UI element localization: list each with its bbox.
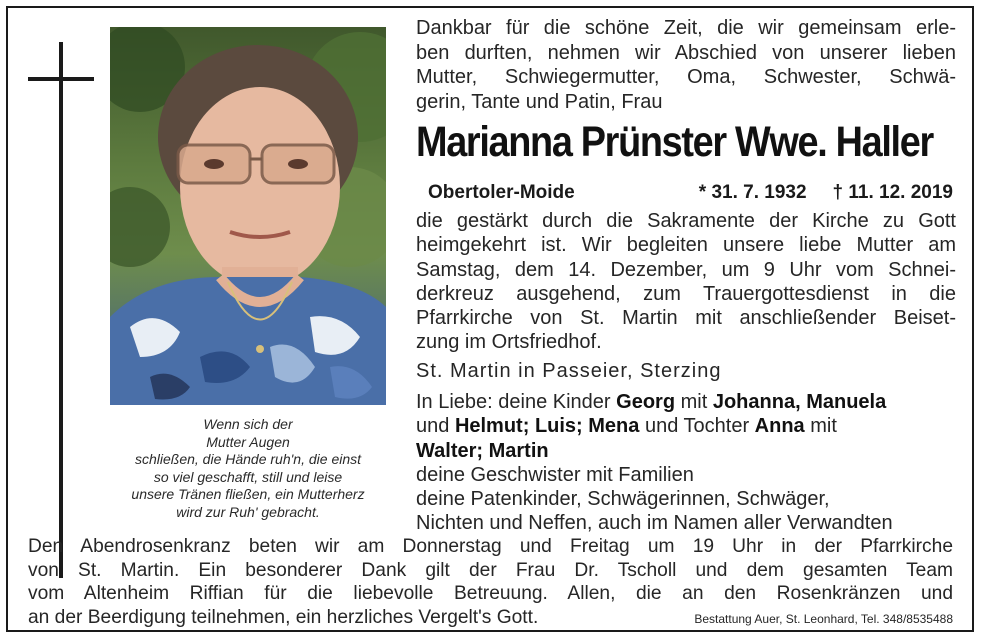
family-text: In Liebe: deine Kinder (416, 391, 617, 413)
family-list (416, 390, 956, 536)
family-member: Georg (616, 391, 676, 413)
origin-name: Obertoler-Moide (428, 182, 575, 203)
family-line (416, 439, 956, 463)
family-text: und (416, 415, 455, 438)
cross-icon-bar (28, 77, 94, 81)
poem-line: schließen, die Hände ruh'n, die einst (134, 451, 362, 468)
undertaker-credit: Bestattung Auer, St. Leonhard, Tel. 348/8535488 (694, 611, 953, 626)
poem-line: wird zur Ruh' gebracht. (176, 503, 320, 520)
closing-line: vom Altenheim Riffian für die liebevolle Betreuung. Allen, die an den Rosenkränzen und (28, 583, 953, 605)
body-line: derkreuz ausgehend, zum Trauergottesdienst in die (416, 282, 956, 305)
family-text: mit (804, 415, 837, 438)
family-line: deine Geschwister mit Familien (416, 463, 694, 486)
birth-date: * 31. 7. 1932 (698, 182, 807, 203)
poem-line: unsere Tränen fließen, ein Mutterherz (131, 486, 365, 503)
body-line: zung im Ortsfriedhof. (416, 331, 602, 354)
family-member: Johanna, Manuela (712, 391, 887, 413)
intro-text (416, 16, 956, 114)
death-date: † 11. 12. 2019 (832, 182, 953, 203)
deceased-name: Marianna Prünster Wwe. Haller (416, 118, 933, 166)
body-line: Pfarrkirche von St. Martin mit anschließender Beiset- (416, 307, 956, 330)
life-dates (428, 182, 953, 204)
body-line: heimgekehrt ist. Wir begleiten unsere liebe Mutter am (416, 234, 956, 257)
family-line: Nichten und Neffen, auch im Namen aller Verwandten (416, 512, 893, 535)
intro-line: Mutter, Schwiegermutter, Oma, Schwester, Schwä- (416, 66, 956, 89)
memorial-poem (110, 416, 386, 522)
cross-icon (59, 42, 63, 578)
intro-line: ben durften, nehmen wir Abschied von unserer lieben (416, 41, 956, 64)
closing-line: Den Abendrosenkranz beten wir am Donnerstag und Freitag um 19 Uhr in der Pfarrkirche (28, 536, 953, 557)
poem-line: so viel geschafft, still und leise (153, 468, 343, 485)
body-line: Samstag, dem 14. Dezember, um 9 Uhr vom Schnei- (416, 258, 956, 281)
intro-line: gerin, Tante und Patin, Frau (416, 90, 663, 113)
intro-line: Dankbar für die schöne Zeit, die wir gemeinsam erle- (416, 17, 956, 39)
closing-last-row (28, 606, 953, 632)
portrait-illustration (110, 27, 386, 405)
poem-line: Wenn sich der (203, 416, 293, 432)
family-text: mit (675, 391, 713, 413)
location-text: St. Martin in Passeier, Sterzing (416, 360, 722, 382)
closing-text (28, 535, 953, 631)
family-member: Helmut; Luis; Mena (454, 415, 640, 438)
portrait-photo (110, 27, 386, 405)
family-line (416, 390, 956, 414)
body-line: die gestärkt durch die Sakramente der Kirche zu Gott (416, 210, 956, 232)
poem-line: Mutter Augen (206, 433, 290, 450)
family-line: deine Patenkinder, Schwägerinnen, Schwäger, (416, 488, 830, 511)
family-line (416, 414, 956, 438)
family-member: Walter; Martin (416, 439, 549, 462)
closing-line: an der Beerdigung teilnehmen, ein herzliches Vergelt's Gott. (28, 606, 539, 628)
location-line (416, 359, 956, 383)
closing-line: von St. Martin. Ein besonderer Dank gilt der Frau Dr. Tscholl und dem gesamten Team (28, 559, 953, 581)
family-text: und Tochter (639, 415, 755, 438)
family-member: Anna (754, 415, 805, 438)
funeral-details (416, 209, 956, 355)
